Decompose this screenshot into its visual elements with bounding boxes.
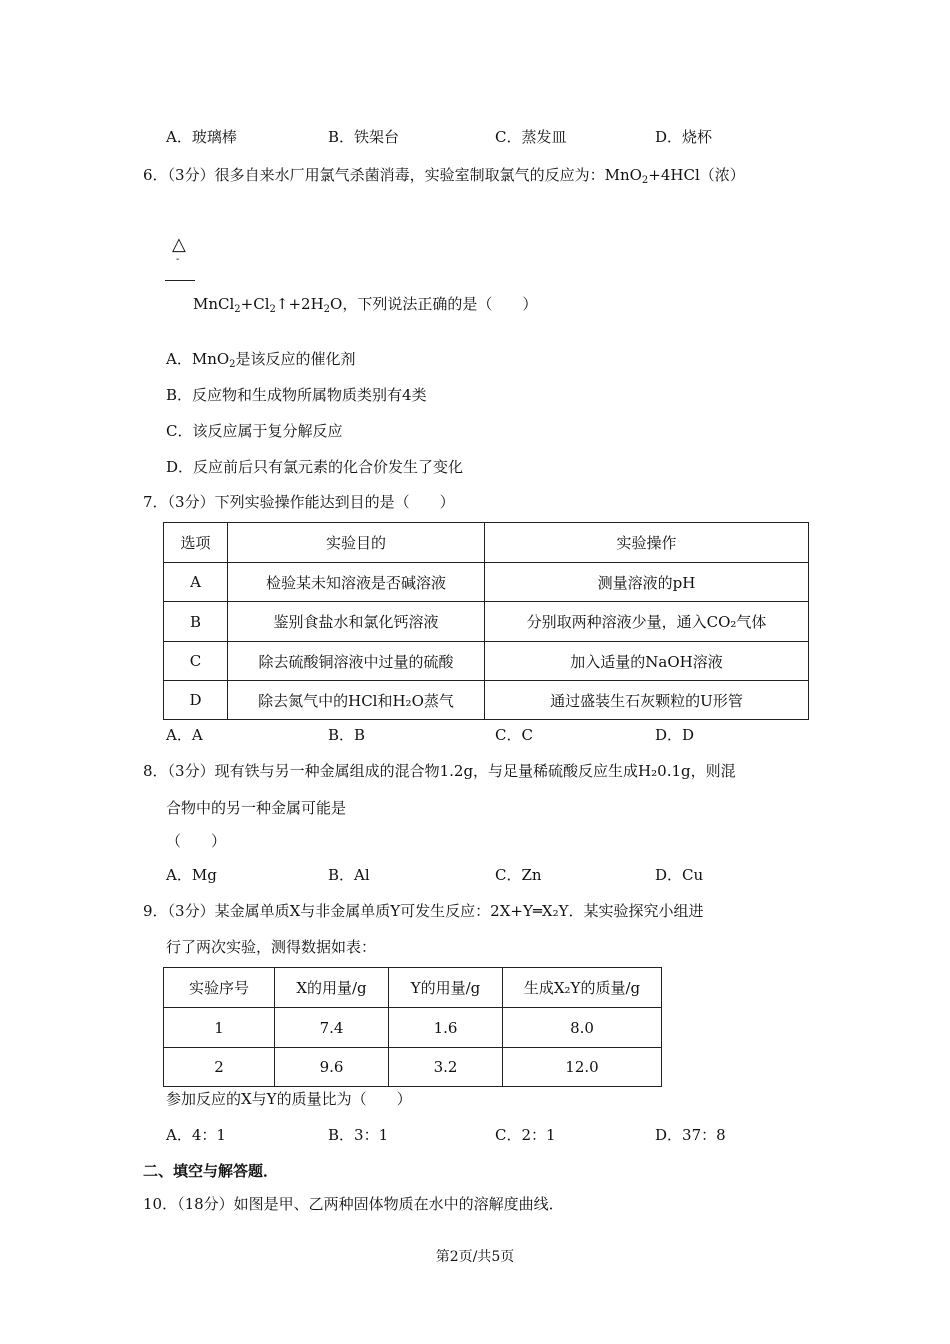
page-number: 第2页/共5页 bbox=[435, 1249, 515, 1265]
q7-stem: 7．（3分）下列实验操作能达到目的是（ ） bbox=[143, 493, 455, 511]
table-cell: C bbox=[164, 642, 228, 681]
q6-option-b: B．反应物和生成物所属物质类别有4类 bbox=[166, 386, 427, 404]
table-cell: 2 bbox=[164, 1048, 275, 1087]
q9-table bbox=[163, 967, 662, 1087]
q5-option-c: C．蒸发皿 bbox=[495, 128, 567, 146]
section-title: 二、填空与解答题． bbox=[143, 1162, 279, 1180]
q8-option-a: A．Mg bbox=[166, 866, 217, 884]
table-cell: 8.0 bbox=[503, 1008, 662, 1048]
q5-option-d: D．烧杯 bbox=[655, 128, 713, 146]
heating-condition-icon: △ bbox=[172, 234, 186, 255]
q8-option-c: C．Zn bbox=[495, 866, 542, 884]
table-cell: D bbox=[164, 681, 228, 720]
q9-option-a: A．4：1 bbox=[166, 1126, 226, 1144]
table-cell: 检验某未知溶液是否碱溶液 bbox=[228, 563, 485, 602]
q8-option-b: B．Al bbox=[328, 866, 370, 884]
table-cell: 加入适量的NaOH溶液 bbox=[485, 642, 809, 681]
q10-stem: 10．（18分）如图是甲、乙两种固体物质在水中的溶解度曲线． bbox=[143, 1195, 564, 1213]
q9-stem-line1: 9．（3分）某金属单质X与非金属单质Y可发生反应：2X+Y═X₂Y．某实验探究小组进 bbox=[143, 902, 704, 920]
q9-header-product: 生成X₂Y的质量/g bbox=[503, 968, 662, 1008]
table-cell: 3.2 bbox=[389, 1048, 503, 1087]
q8-answer-paren: （ ） bbox=[166, 832, 227, 850]
condition-mark: - bbox=[176, 254, 180, 265]
q9-stem-line2: 行了两次实验，测得数据如表： bbox=[166, 938, 377, 956]
q6-products: $MnCl_2+Cl_2↑+2H_2O$，下列说法正确的是（ ） bbox=[193, 295, 538, 315]
table-cell: 测量溶液的pH bbox=[485, 563, 809, 602]
table-cell: 1.6 bbox=[389, 1008, 503, 1048]
q7-header-purpose: 实验目的 bbox=[228, 523, 485, 563]
q6-stem: 6．（3分）很多自来水厂用氯气杀菌消毒，实验室制取氯气的反应为：MnO$_2$+4HCl（浓） bbox=[143, 166, 745, 186]
table-cell: 鉴别食盐水和氯化钙溶液 bbox=[228, 602, 485, 642]
q7-table bbox=[163, 522, 809, 720]
table-cell: 7.4 bbox=[275, 1008, 389, 1048]
q9-header-y: Y的用量/g bbox=[389, 968, 503, 1008]
table-cell: 9.6 bbox=[275, 1048, 389, 1087]
q6-option-c: C．该反应属于复分解反应 bbox=[166, 422, 343, 440]
q7-header-operation: 实验操作 bbox=[485, 523, 809, 563]
q7-option-a: A．A bbox=[166, 726, 203, 744]
q9-option-c: C．2：1 bbox=[495, 1126, 556, 1144]
q7-option-c: C．C bbox=[495, 726, 533, 744]
table-cell: 除去硫酸铜溶液中过量的硫酸 bbox=[228, 642, 485, 681]
table-cell: 分别取两种溶液少量，通入CO₂气体 bbox=[485, 602, 809, 642]
table-cell: 通过盛装生石灰颗粒的U形管 bbox=[485, 681, 809, 720]
q9-question: 参加反应的X与Y的质量比为（ ） bbox=[166, 1090, 412, 1108]
q5-option-a: A．玻璃棒 bbox=[166, 128, 237, 146]
q6-option-a: A．MnO$_2$是该反应的催化剂 bbox=[166, 350, 356, 370]
table-cell: B bbox=[164, 602, 228, 642]
table-cell: 12.0 bbox=[503, 1048, 662, 1087]
q8-option-d: D．Cu bbox=[655, 866, 704, 884]
q5-option-b: B．铁架台 bbox=[328, 128, 400, 146]
q6-option-d: D．反应前后只有氯元素的化合价发生了变化 bbox=[166, 458, 464, 476]
q8-stem-line2: 合物中的另一种金属可能是 bbox=[166, 799, 347, 817]
table-cell: A bbox=[164, 563, 228, 602]
q9-option-b: B．3：1 bbox=[328, 1126, 389, 1144]
q9-header-trial: 实验序号 bbox=[164, 968, 275, 1008]
q9-header-x: X的用量/g bbox=[275, 968, 389, 1008]
q7-option-b: B．B bbox=[328, 726, 366, 744]
reaction-arrow-line bbox=[165, 280, 195, 281]
q8-stem-line1: 8．（3分）现有铁与另一种金属组成的混合物1.2g，与足量稀硫酸反应生成H₂0.1g，则混 bbox=[143, 762, 736, 780]
q9-option-d: D．37：8 bbox=[655, 1126, 726, 1144]
q7-option-d: D．D bbox=[655, 726, 695, 744]
q7-header-option: 选项 bbox=[164, 523, 228, 563]
table-cell: 除去氮气中的HCl和H₂O蒸气 bbox=[228, 681, 485, 720]
table-cell: 1 bbox=[164, 1008, 275, 1048]
